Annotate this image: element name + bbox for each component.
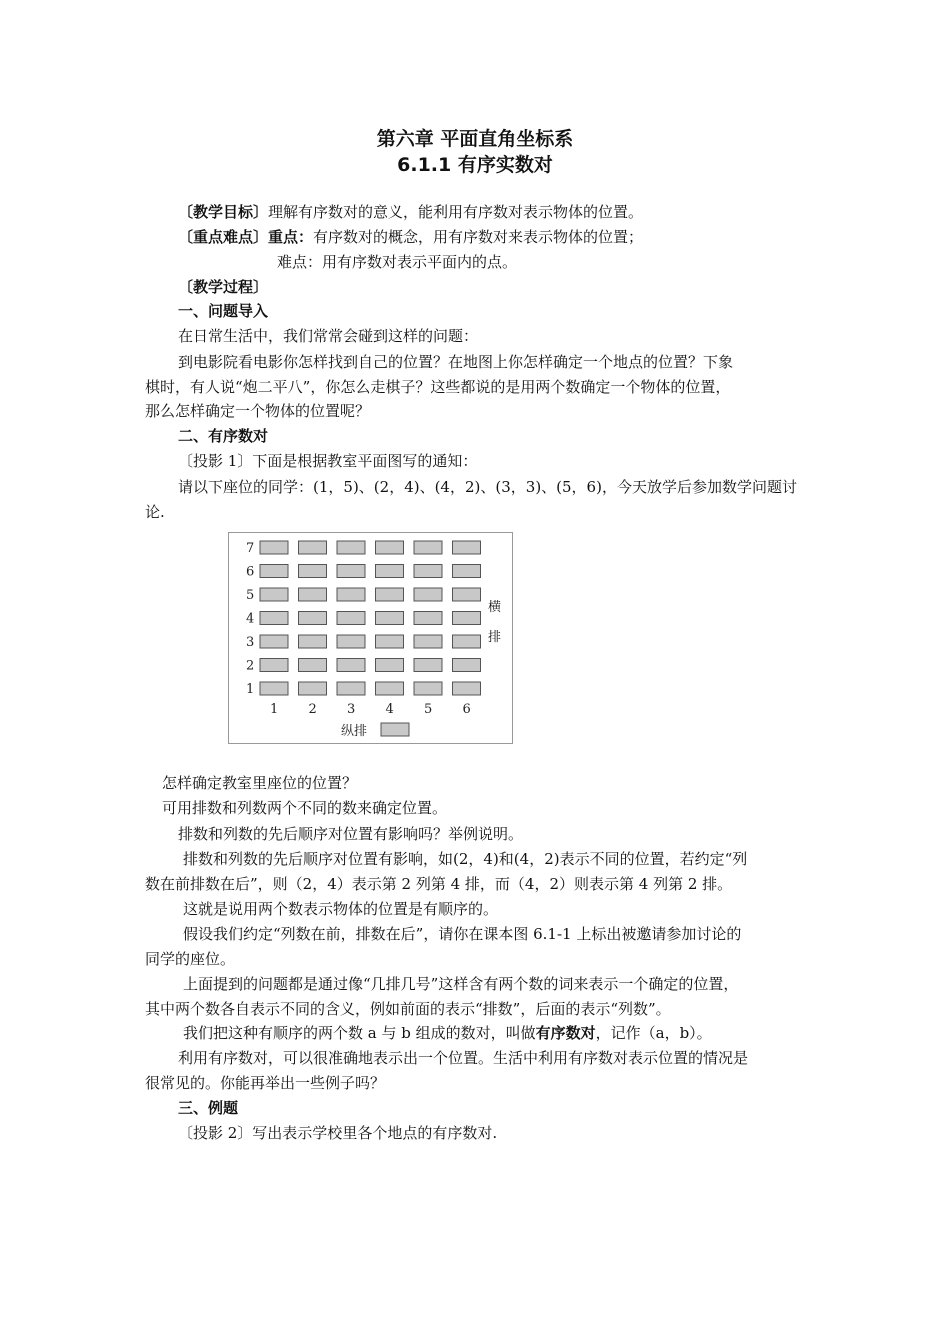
keypoint-label: 〔重点难点〕 [178,228,269,246]
desk-col4-row2 [376,659,404,672]
desk-col6-row3 [453,635,481,648]
question8 [183,1023,712,1043]
desk-col3-row3 [337,635,365,648]
desk-col1-row7 [260,541,288,554]
keypoint-line [178,227,643,247]
desk-col2-row6 [299,565,327,578]
desk-col4-row7 [376,541,404,554]
desk-col2-row5 [299,588,327,601]
question6-line1: 假设我们约定“列数在前，排数在后”，请你在课本图 6.1-1 上标出被邀请参加讨论的 [183,925,742,943]
desk-col4-row4 [376,612,404,625]
row-label-3: 3 [246,635,255,650]
col-label-4: 4 [385,702,394,717]
col-label-2: 2 [308,702,317,717]
desk-col5-row5 [414,588,442,601]
question5: 这就是说用两个数表示物体的位置是有顺序的。 [183,900,499,918]
row-label-7: 7 [246,541,255,556]
desk-col2-row3 [299,635,327,648]
desk-col6-row2 [453,659,481,672]
section2-paragraph1: 〔投影 1〕下面是根据教室平面图写的通知： [178,452,478,470]
desk-col6-row4 [453,612,481,625]
side-label-row: 排 [488,630,502,645]
section1-heading: 一、问题导入 [178,302,269,320]
section2-paragraph2-line1: 请以下座位的同学：(1，5)、(2，4)、(4，2)、(3，3)、(5，6)，今天放学后参加数学问题讨 [178,478,797,496]
section3-paragraph1: 〔投影 2〕写出表示学校里各个地点的有序数对. [178,1124,498,1142]
chapter-title: 第六章 平面直角坐标系 [376,128,574,150]
keypoint-diff-text: 难点：用有序数对表示平面内的点。 [277,253,518,271]
desk-col6-row5 [453,588,481,601]
objective-text: 理解有序数对的意义，能利用有序数对表示物体的位置。 [268,203,644,221]
desk-col2-row1 [299,682,327,695]
desk-col1-row2 [260,659,288,672]
desk-col2-row7 [299,541,327,554]
row-label-6: 6 [246,564,255,580]
legend-desk-swatch [381,723,409,736]
row-label-5: 5 [246,588,255,603]
question1: 怎样确定教室里座位的位置？ [162,774,358,792]
desk-col3-row1 [337,682,365,695]
desk-col3-row5 [337,588,365,601]
col-label-6: 6 [462,702,471,717]
desk-col3-row2 [337,659,365,672]
seating-grid [229,533,512,743]
section1-paragraph2-line3: 那么怎样确定一个物体的位置呢？ [145,402,371,420]
desk-col4-row6 [376,565,404,578]
desk-col6-row1 [453,682,481,695]
question8-post: ，记作（a，b）。 [595,1024,712,1042]
section1-paragraph1: 在日常生活中，我们常常会碰到这样的问题： [178,327,479,345]
question7-line2: 其中两个数各自表示不同的含义，例如前面的表示“排数”，后面的表示“列数”。 [145,1000,671,1018]
desk-col5-row6 [414,565,442,578]
ordered-pair-term: 有序数对 [535,1024,596,1042]
process-label: 〔教学过程〕 [178,278,269,296]
question9-line2: 很常见的。你能再举出一些例子吗？ [145,1074,386,1092]
desk-col1-row4 [260,612,288,625]
question9-line1: 利用有序数对，可以很准确地表示出一个位置。生活中利用有序数对表示位置的情况是 [178,1049,749,1067]
desk-col2-row2 [299,659,327,672]
section2-heading: 二、有序数对 [178,427,269,445]
question8-pre: 我们把这种有顺序的两个数 a 与 b 组成的数对，叫做 [183,1024,536,1042]
question2: 可用排数和列数两个不同的数来确定位置。 [162,799,448,817]
classroom-seating-diagram [228,532,513,744]
col-label-1: 1 [270,702,279,717]
desk-col4-row1 [376,682,404,695]
keypoint-key-label: 重点： [268,228,314,246]
section-title: 6.1.1 有序实数对 [397,154,553,176]
desk-col1-row6 [260,565,288,578]
question4-line2: 数在前排数在后”，则（2，4）表示第 2 列第 4 排，而（4，2）则表示第 4 列第 2 排。 [145,875,733,893]
desk-col1-row1 [260,682,288,695]
col-label-3: 3 [347,702,356,717]
objective-line [178,202,643,222]
question7-line1: 上面提到的问题都是通过像“几排几号”这样含有两个数的词来表示一个确定的位置， [183,975,739,993]
section1-paragraph2-line1: 到电影院看电影你怎样找到自己的位置？在地图上你怎样确定一个地点的位置？下象 [178,353,734,371]
desk-col4-row5 [376,588,404,601]
legend-label: 纵排 [341,724,368,739]
question6-line2: 同学的座位。 [145,950,236,968]
section1-paragraph2-line2: 棋时，有人说“炮二平八”，你怎么走棋子？这些都说的是用两个数确定一个物体的位置， [145,378,731,396]
question4-line1: 排数和列数的先后顺序对位置有影响，如(2，4)和(4，2)表示不同的位置，若约定“列 [183,850,748,868]
desk-col2-row4 [299,612,327,625]
question3: 排数和列数的先后顺序对位置有影响吗？举例说明。 [178,825,524,843]
desk-col3-row6 [337,565,365,578]
section3-heading: 三、例题 [178,1099,239,1117]
desk-col1-row3 [260,635,288,648]
row-label-1: 1 [246,682,255,697]
side-label-horizontal: 横 [488,600,502,615]
desk-col3-row4 [337,612,365,625]
desk-col3-row7 [337,541,365,554]
desk-col4-row3 [376,635,404,648]
desk-col5-row2 [414,659,442,672]
keypoint-key-text: 有序数对的概念，用有序数对来表示物体的位置； [313,228,644,246]
section2-paragraph2-line2: 论. [145,503,165,521]
col-label-5: 5 [424,702,433,717]
desk-col5-row1 [414,682,442,695]
desk-col5-row7 [414,541,442,554]
desk-col5-row3 [414,635,442,648]
desk-col6-row7 [453,541,481,554]
row-label-4: 4 [246,611,255,627]
desk-col6-row6 [453,565,481,578]
desk-col1-row5 [260,588,288,601]
desk-col5-row4 [414,612,442,625]
objective-label: 〔教学目标〕 [178,203,269,221]
row-label-2: 2 [246,658,255,674]
